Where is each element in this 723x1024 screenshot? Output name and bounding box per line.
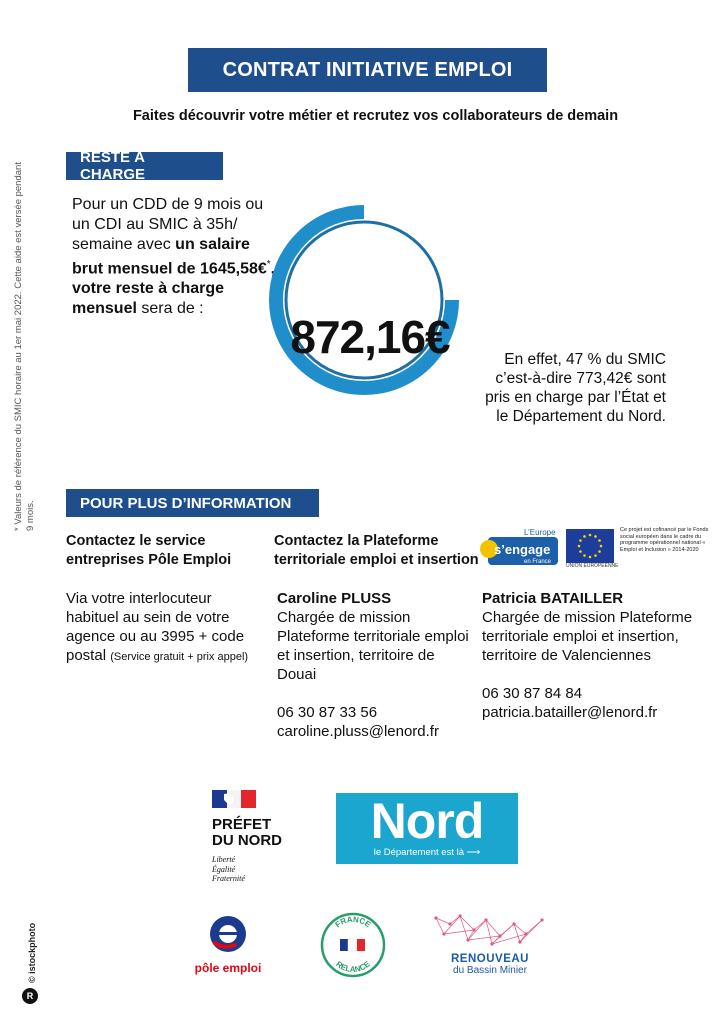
intro-asterisk: * [266, 259, 271, 270]
marianne-flag-icon [212, 790, 256, 808]
contact-person-card [277, 589, 477, 741]
contact-plateforme-heading: Contactez la Plateforme territoriale emploi et insertion [274, 533, 479, 568]
eu-star [600, 545, 603, 548]
eu-line3: en France [524, 559, 552, 565]
person-role: Chargée de mission Plateforme territoriale emploi et insertion, territoire de Douai [277, 609, 469, 683]
contact-pole-emploi-body: Via votre interlocuteur habituel au sein de votre agence ou au 3995 + code postal [66, 590, 245, 664]
renouveau-logo [430, 910, 550, 980]
france-relance-logo [320, 912, 386, 978]
intro-part-1: Pour un CDD de 9 mois ou un CDI au SMIC à 35h/ semaine avec [72, 196, 264, 253]
eu-star [589, 556, 592, 559]
eu-logo [480, 523, 716, 573]
relance-bottom-text: RELANCE [334, 959, 372, 975]
person-name: Patricia BATAILLER [482, 590, 624, 607]
eu-star [598, 550, 601, 553]
pole-word-1: pôle [194, 961, 220, 975]
prefet-line2: DU NORD [212, 832, 282, 849]
eu-flag-icon [566, 529, 614, 563]
istock-credit: © istockphoto [27, 922, 37, 983]
person-role: Chargée de mission Plateforme territoriale emploi et insertion, territoire de Valenciennes [482, 609, 693, 664]
relance-top-text: FRANCE [333, 914, 373, 930]
eu-star [579, 539, 582, 542]
subtitle: Faites découvrir votre métier et recrutez vos collaborateurs de demain [132, 108, 619, 124]
person-email-link[interactable]: patricia.batailler@lenord.fr [482, 704, 658, 721]
intro-bold-2: , votre reste à charge mensuel [72, 260, 276, 318]
person-email-link[interactable]: caroline.pluss@lenord.fr [277, 723, 439, 740]
eu-star [583, 554, 586, 557]
europe-engage-logo [480, 527, 560, 569]
motto-liberte: Liberté [212, 855, 236, 864]
eu-star [578, 545, 581, 548]
pole-emploi-icon [208, 914, 248, 954]
person-name: Caroline PLUSS [277, 590, 392, 607]
prefet-logo [212, 790, 332, 885]
pole-word-2: emploi [222, 961, 262, 975]
prefet-line1: PRÉFET [212, 816, 272, 833]
nord-tagline: le Département est là ⟶ [373, 847, 481, 858]
eu-cofinance-note: Ce projet est cofinancé par le Fonds social européen dans le cadre du programme opérationnel national « Emploi et Inclusion » 2014-2020 [620, 527, 709, 553]
renouveau-title: RENOUVEAU [451, 953, 529, 965]
contact-pole-emploi-note: (Service gratuit + prix appel) [110, 651, 249, 663]
pole-emploi-logo [188, 914, 268, 976]
page-title: CONTRAT INITIATIVE EMPLOI [188, 48, 547, 92]
donut-ring [264, 200, 464, 400]
eu-star [594, 554, 597, 557]
network-graphic-icon [430, 910, 550, 948]
intro-text [72, 195, 280, 319]
contact-pole-emploi-heading: Contactez le service entreprises Pôle Emploi [66, 533, 232, 568]
reste-amount: 872,16€ [290, 311, 450, 363]
eu-flag-label: UNION EUROPÉENNE [566, 563, 619, 569]
eu-star [579, 550, 582, 553]
eu-line2: s’engage [494, 542, 551, 557]
section-tab-info: POUR PLUS D’INFORMATION [66, 489, 319, 517]
person-phone[interactable]: 06 30 87 33 56 [277, 704, 378, 721]
contact-pole-emploi-text [66, 589, 266, 667]
nord-word: Nord [370, 793, 484, 849]
eu-star [583, 535, 586, 538]
eu-star [589, 534, 592, 537]
section-tab-reste: RESTE À CHARGE [66, 152, 223, 180]
eu-star [594, 535, 597, 538]
effect-text: En effet, 47 % du SMIC c’est-à-dire 773,42€ sont pris en charge par l’État et le Département du Nord. [485, 351, 666, 425]
contact-person-card [482, 589, 712, 722]
eu-line1: L’Europe [524, 528, 556, 537]
intro-part-2: sera de : [136, 300, 204, 318]
motto-egalite: Égalité [212, 864, 236, 874]
renouveau-subtitle: du Bassin Minier [453, 965, 527, 976]
footnote-vertical: * Valeurs de référence du SMIC horaire au 1er mai 2022. Cette aide est versée pendant 9 mois. [13, 162, 36, 531]
nord-logo [336, 793, 518, 864]
person-phone[interactable]: 06 30 87 84 84 [482, 685, 583, 702]
eu-star [598, 539, 601, 542]
motto-fraternite: Fraternité [212, 874, 245, 883]
intro-bold-1: un salaire brut mensuel de 1645,58€ [72, 236, 267, 278]
registered-badge-icon: R [22, 988, 38, 1004]
